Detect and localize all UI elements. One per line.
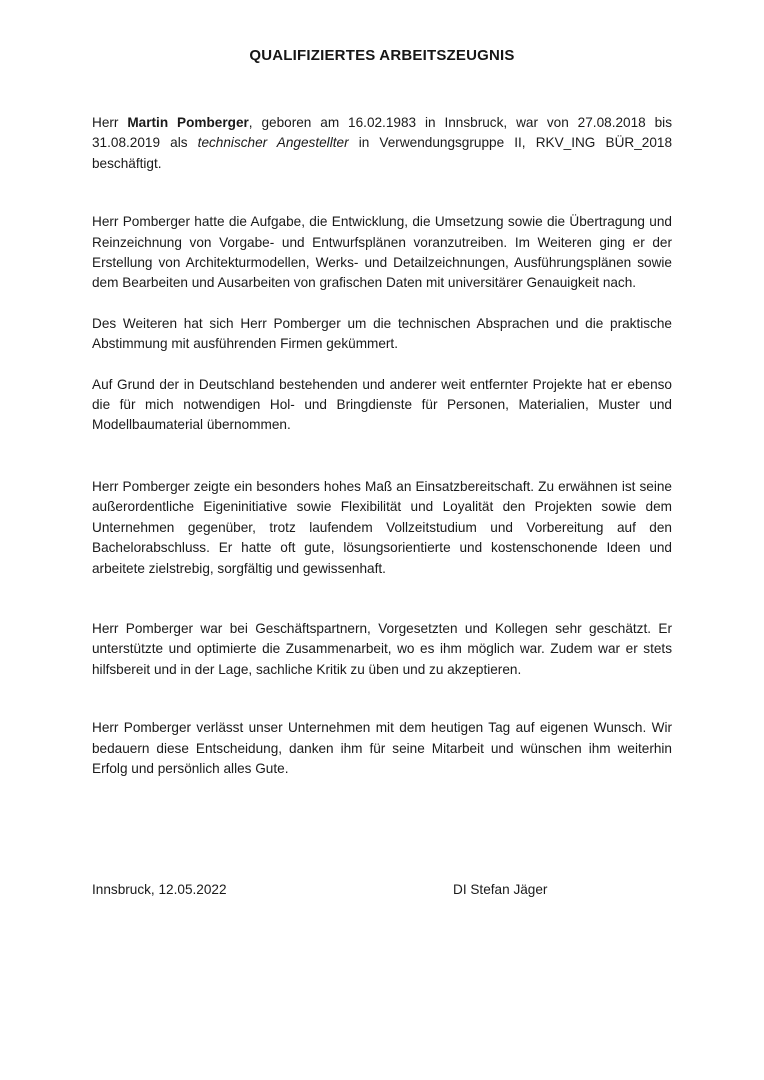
intro-pre-text: Herr	[92, 115, 128, 130]
employee-name: Martin Pomberger	[127, 115, 249, 130]
paragraph-duties: Herr Pomberger hatte die Aufgabe, die Entwicklung, die Umsetzung sowie die Übertragung und Reinzeichnung von Vorgabe- und Entwurfsplänen voranzutreiben. Im Weiteren ging er der Erstellung von Architekturmodellen, Werks- und Detailzeichnungen, Ausführungsplänen sowie dem Bearbeiten und Ausarbeiten von grafischen Daten mit universitärer Genauigkeit nach.	[92, 214, 672, 291]
intro-post-text: in Verwendungsgruppe II, RKV_ING BÜR_2018 beschäftigt.	[92, 135, 673, 171]
closing-line	[92, 880, 672, 901]
intro-mid-text: , geboren am 16.02.1983 in Innsbruck, war von 27.08.2018 bis 31.08.2019 als	[92, 115, 672, 151]
job-title: technischer Angestellter	[197, 135, 349, 151]
paragraph-social-conduct: Herr Pomberger war bei Geschäftspartnern, Vorgesetzten und Kollegen sehr geschätzt. Er unterstützte und optimierte die Zusammenarbeit, wo es ihm möglich war. Zudem war er stets hilfsbereit und in der Lage, sachliche Kritik zu üben und zu akzeptieren.	[92, 620, 672, 677]
signatory-name: DI Stefan Jäger	[453, 882, 548, 898]
place-and-date: Innsbruck, 12.05.2022	[92, 882, 227, 898]
paragraph-performance: Herr Pomberger zeigte ein besonders hohes Maß an Einsatzbereitschaft. Zu erwähnen ist seine außerordentliche Eigeninitiative sowie Flexibilität und Loyalität den Projekten sowie dem Unternehmen gegenüber, trotz laufendem Vollzeitstudium und Vorbereitung auf den Bachelorabschluss. Er hatte oft gute, lösungsorientierte und kostenschonende Ideen und arbeitete zielstrebig, sorgfältig und gewissenhaft.	[92, 478, 672, 576]
paragraph-errands: Auf Grund der in Deutschland bestehenden und anderer weit entfernter Projekte hat er ebenso die für mich notwendigen Hol- und Bringdienste für Personen, Materialien, Muster und Modellbaumaterial übernommen.	[92, 376, 672, 433]
document-title: QUALIFIZIERTES ARBEITSZEUGNIS	[249, 47, 515, 64]
paragraph-coordination: Des Weiteren hat sich Herr Pomberger um die technischen Absprachen und die praktische Abstimmung mit ausführenden Firmen gekümmert.	[92, 315, 672, 352]
paragraph-leaving: Herr Pomberger verlässt unser Unternehmen mit dem heutigen Tag auf eigenen Wunsch. Wir bedauern diese Entscheidung, danken ihm für seine Mitarbeit und wünschen ihm weiterhin Erfolg und persönlich alles Gute.	[92, 720, 672, 776]
paragraph-intro	[92, 113, 672, 174]
